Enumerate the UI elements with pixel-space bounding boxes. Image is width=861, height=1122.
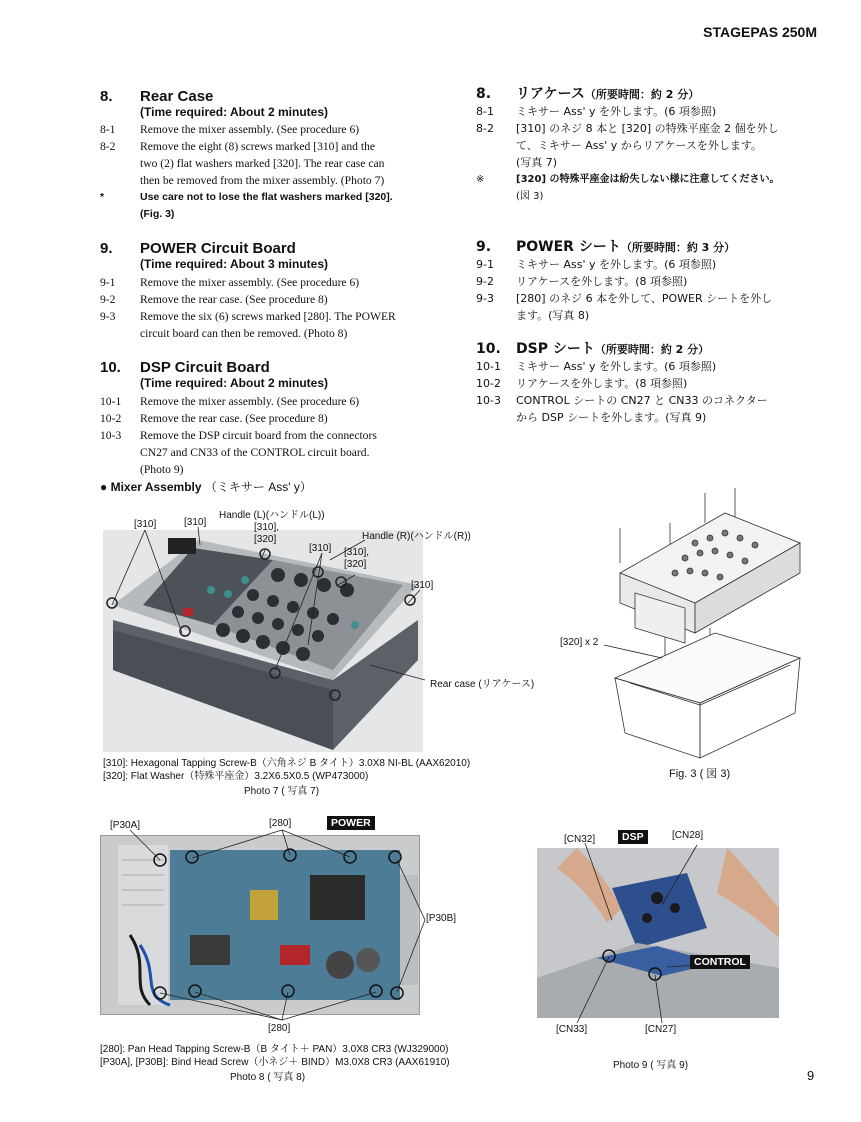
label-310-d: [310]	[411, 580, 434, 591]
photo-8-leader-lines	[100, 820, 440, 1030]
photo-7-parts-list	[103, 757, 470, 783]
step-9-2	[100, 291, 440, 308]
section-8-heading: Rear Case	[140, 88, 214, 105]
section-10-title	[100, 359, 270, 376]
caption-line: [310]: Hexagonal Tapping Screw-B（六角ネジ B タイト）3.0X8 NI-BL (AAX62010)	[103, 758, 471, 769]
label-310-320-b	[344, 547, 369, 571]
jp-section-9-time: （所要時間：約 3 分）	[620, 241, 736, 254]
jp-step-9-1	[476, 256, 816, 273]
step-text: circuit board can then be removed. (Photo 8)	[140, 327, 348, 340]
jp-section-8-time: （所要時間：約 2 分）	[584, 88, 700, 101]
note-8	[100, 189, 440, 223]
photo-8-parts-list	[100, 1043, 450, 1069]
label-310-b: [310]	[184, 517, 207, 528]
step-number: 10-2	[100, 412, 122, 425]
section-10-heading: DSP Circuit Board	[140, 359, 270, 376]
jp-note-8	[476, 171, 816, 205]
label-washer-x2: [320] x 2	[560, 637, 599, 648]
photo-9-leader-lines	[537, 835, 787, 1035]
label-line: [310],	[254, 522, 280, 533]
fig-3-leader-line	[600, 640, 680, 660]
label-cn28: [CN28]	[672, 830, 704, 841]
section-9-heading: POWER Circuit Board	[140, 240, 296, 257]
jp-section-10-time: （所要時間：約 2 分）	[594, 343, 710, 356]
step-text: Remove the DSP circuit board from the connectors	[140, 429, 377, 442]
step-text: Remove the six (6) screws marked [280]. The POWER	[140, 310, 396, 323]
label-280-bottom: [280]	[268, 1023, 291, 1034]
jp-section-8-heading: リアケース	[516, 86, 585, 102]
photo-8-caption: Photo 8 ( 写真 8)	[230, 1072, 306, 1083]
step-text: ます。(写真 8)	[516, 309, 590, 322]
step-text: [310] のネジ 8 本と [320] の特殊平座金 2 個を外し	[516, 122, 779, 135]
step-number: 9-2	[476, 275, 494, 288]
section-9-time: (Time required: About 3 minutes)	[140, 257, 329, 271]
step-text: ミキサー Ass' y を外します。(6 項参照)	[516, 105, 717, 118]
note-text: [320] の特殊平座金は紛失しない様に注意してください。	[516, 174, 780, 185]
page-number: 9	[807, 1068, 815, 1083]
step-9-1	[100, 274, 440, 291]
step-text: (Photo 9)	[140, 463, 184, 476]
step-number: 10-1	[100, 395, 122, 408]
jp-step-8-2	[476, 120, 816, 171]
step-10-1	[100, 393, 440, 410]
step-text: Remove the rear case. (See procedure 8)	[140, 412, 328, 425]
step-text: then be removed from the mixer assembly. (Photo 7)	[140, 174, 385, 187]
jp-section-9-heading: POWER シート	[516, 239, 621, 255]
step-number: 10-3	[100, 429, 122, 442]
step-text: (写真 7)	[516, 156, 558, 169]
label-line: [320]	[344, 559, 367, 570]
photo-7-caption: Photo 7 ( 写真 7)	[244, 786, 320, 797]
caption-line: [320]: Flat Washer（特殊平座金）3.2X6.5X0.5 (WP473000)	[103, 771, 369, 782]
note-text: (図 3)	[516, 191, 544, 202]
step-text: から DSP シートを外します。(写真 9)	[516, 411, 707, 424]
label-cn33: [CN33]	[556, 1024, 588, 1035]
jp-step-8-1	[476, 103, 816, 120]
jp-step-9-2	[476, 273, 816, 290]
section-9-number: 9.	[100, 240, 113, 257]
jp-section-10-title	[476, 341, 709, 358]
label-310-320-a	[254, 522, 279, 546]
label-handle-right: Handle (R)(ハンドル(R))	[362, 531, 471, 542]
label-cn32: [CN32]	[564, 834, 596, 845]
step-number: 9-3	[476, 292, 494, 305]
step-number: 8-1	[100, 123, 116, 136]
step-10-3	[100, 427, 440, 478]
step-number: 8-2	[100, 140, 116, 153]
step-number: 10-1	[476, 360, 501, 373]
step-number: 8-2	[476, 122, 494, 135]
label-rear-case: Rear case (リアケース)	[430, 679, 535, 690]
note-text: (Fig. 3)	[140, 208, 175, 220]
jp-step-10-3	[476, 392, 816, 426]
jp-section-9-title	[476, 239, 735, 256]
jp-section-9-number: 9.	[476, 239, 492, 255]
section-10-number: 10.	[100, 359, 121, 376]
step-text: Remove the mixer assembly. (See procedure 6)	[140, 395, 360, 408]
fig-3-drawing	[605, 483, 805, 763]
step-text: ミキサー Ass' y を外します。(6 項参照)	[516, 360, 717, 373]
note-mark: ※	[476, 174, 485, 185]
step-number: 10-2	[476, 377, 501, 390]
section-9-title	[100, 240, 296, 257]
label-310-a: [310]	[134, 519, 157, 530]
step-text: リアケースを外します。(8 項参照)	[516, 377, 688, 390]
mixer-assembly-title-jp: （ミキサー Ass' y）	[204, 480, 312, 494]
label-handle-left: Handle (L)(ハンドル(L))	[219, 510, 325, 521]
label-power-tag: POWER	[327, 816, 375, 830]
step-text: two (2) flat washers marked [320]. The rear case can	[140, 157, 385, 170]
mixer-assembly-title: Mixer Assembly	[110, 480, 202, 494]
section-10-time: (Time required: About 2 minutes)	[140, 376, 329, 390]
label-p30a: [P30A]	[110, 820, 141, 831]
step-text: [280] のネジ 6 本を外して、POWER シートを外し	[516, 292, 773, 305]
step-number: 10-3	[476, 394, 501, 407]
mixer-assembly-heading	[100, 478, 312, 495]
jp-section-10-heading: DSP シート	[516, 341, 595, 357]
label-310-c: [310]	[309, 543, 332, 554]
jp-step-10-2	[476, 375, 816, 392]
note-text: Use care not to lose the flat washers marked [320].	[140, 191, 393, 203]
caption-line: [P30A], [P30B]: Bind Head Screw（小ネジ＋ BIND）M3.0X8 CR3 (AAX61910)	[100, 1057, 450, 1068]
step-number: 9-1	[476, 258, 494, 271]
section-8-number: 8.	[100, 88, 113, 105]
label-line: [310],	[344, 547, 370, 558]
step-text: ミキサー Ass' y を外します。(6 項参照)	[516, 258, 717, 271]
label-280-top: [280]	[269, 818, 292, 829]
bullet-icon: ●	[100, 480, 108, 494]
step-10-2	[100, 410, 440, 427]
step-text: Remove the eight (8) screws marked [310] and the	[140, 140, 376, 153]
jp-section-8-title	[476, 86, 699, 103]
step-text: Remove the mixer assembly. (See procedure 6)	[140, 123, 360, 136]
note-mark: *	[100, 191, 105, 203]
photo-9-caption: Photo 9 ( 写真 9)	[613, 1060, 689, 1071]
jp-section-10-number: 10.	[476, 341, 501, 357]
fig-3-caption: Fig. 3 ( 図 3)	[669, 768, 731, 780]
section-8-time: (Time required: About 2 minutes)	[140, 105, 329, 119]
step-text: リアケースを外します。(8 項参照)	[516, 275, 688, 288]
label-dsp-tag: DSP	[618, 830, 648, 844]
jp-step-9-3	[476, 290, 816, 324]
step-text: Remove the mixer assembly. (See procedure 6)	[140, 276, 360, 289]
label-cn27: [CN27]	[645, 1024, 677, 1035]
section-8-title	[100, 88, 213, 105]
step-text: CN27 and CN33 of the CONTROL circuit board.	[140, 446, 370, 459]
step-number: 9-3	[100, 310, 116, 323]
step-text: Remove the rear case. (See procedure 8)	[140, 293, 328, 306]
step-text: て、ミキサー Ass' y からリアケースを外します。	[516, 139, 763, 152]
label-control-tag: CONTROL	[690, 955, 750, 969]
jp-step-10-1	[476, 358, 816, 375]
step-text: CONTROL シートの CN27 と CN33 のコネクター	[516, 394, 768, 407]
label-line: [320]	[254, 534, 277, 545]
label-p30b: [P30B]	[426, 913, 457, 924]
step-number: 9-1	[100, 276, 116, 289]
step-number: 8-1	[476, 105, 494, 118]
jp-section-8-number: 8.	[476, 86, 492, 102]
caption-line: [280]: Pan Head Tapping Screw-B（B タイト＋ PAN）3.0X8 CR3 (WJ329000)	[100, 1044, 449, 1055]
step-9-3	[100, 308, 440, 342]
header-model: STAGEPAS 250M	[703, 24, 817, 40]
step-8-1	[100, 121, 440, 138]
step-8-2	[100, 138, 440, 189]
step-number: 9-2	[100, 293, 116, 306]
